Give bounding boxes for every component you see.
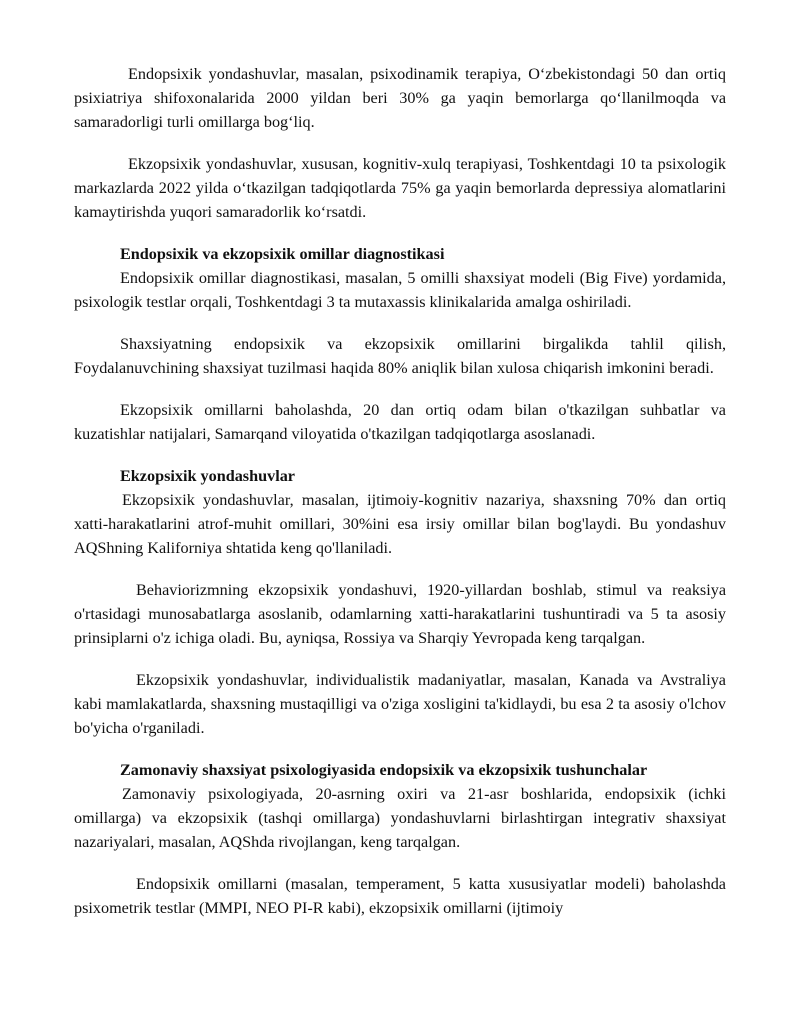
paragraph-text: Ekzopsixik yondashuvlar, masalan, ijtimoiy-kognitiv nazariya, shaxsning 70% dan ortiq xatti-harakatlarini atrof-muhit omillari, 30%ini esa irsiy omillar bilan bog'laydi. Bu yondashuv AQShning Kaliforniya shtatida keng qo'llaniladi.	[74, 491, 726, 557]
paragraph	[74, 488, 726, 560]
paragraph-text: Endopsixik omillar diagnostikasi, masalan, 5 omilli shaxsiyat modeli (Big Five) yordamida, psixologik testlar orqali, Toshkentdagi 3 ta mutaxassis klinikalarida amalga oshiriladi.	[74, 269, 726, 311]
paragraph-text: Endopsixik omillarni (masalan, temperament, 5 katta xususiyatlar modeli) baholashda psixometrik testlar (MMPI, NEO PI-R kabi), ekzopsixik omillarni (ijtimoiy	[74, 875, 726, 917]
paragraph	[74, 872, 726, 920]
paragraph-text: Ekzopsixik yondashuvlar, xususan, kognitiv-xulq terapiyasi, Toshkentdagi 10 ta psixologik markazlarda 2022 yilda o‘tkazilgan tadqiqotlarda 75% ga yaqin bemorlarda depressiya alomatlarini kamaytirishda yuqori samaradorlik ko‘rsatdi.	[74, 155, 726, 221]
paragraph	[74, 578, 726, 650]
paragraph-text: Zamonaviy psixologiyada, 20-asrning oxiri va 21-asr boshlarida, endopsixik (ichki omillarga) va ekzopsixik (tashqi omillarga) yondashuvlarni birlashtirgan integrativ shaxsiyat nazariyalari, masalan, AQShda rivojlangan, keng tarqalgan.	[74, 785, 726, 851]
paragraph-text: Ekzopsixik omillarni baholashda, 20 dan ortiq odam bilan o'tkazilgan suhbatlar va kuzatishlar natijalari, Samarqand viloyatida o'tkazilgan tadqiqotlarga asoslanadi.	[74, 401, 726, 443]
paragraph	[74, 152, 726, 224]
paragraph	[74, 398, 726, 446]
paragraph-text: Behaviorizmning ekzopsixik yondashuvi, 1920-yillardan boshlab, stimul va reaksiya o'rtasidagi munosabatlarga asoslanib, odamlarning xatti-harakatlarini tushuntiradi va 5 ta asosiy prinsiplarni o'z ichiga oladi. Bu, ayniqsa, Rossiya va Sharqiy Yevropada keng tarqalgan.	[74, 581, 726, 647]
paragraph	[74, 62, 726, 134]
paragraph	[74, 332, 726, 380]
section-heading: Ekzopsixik yondashuvlar	[120, 467, 295, 485]
paragraph	[74, 266, 726, 314]
paragraph-text: Shaxsiyatning endopsixik va ekzopsixik omillarini birgalikda tahlil qilish, Foydalanuvchining shaxsiyat tuzilmasi haqida 80% aniqlik bilan xulosa chiqarish imkonini beradi.	[74, 335, 726, 377]
section-heading: Zamonaviy shaxsiyat psixologiyasida endopsixik va ekzopsixik tushunchalar	[120, 761, 648, 779]
paragraph-text: Ekzopsixik yondashuvlar, individualistik madaniyatlar, masalan, Kanada va Avstraliya kabi mamlakatlarda, shaxsning mustaqilligi va o'ziga xosligini ta'kidlaydi, bu esa 2 ta asosiy o'lchov bo'yicha o'rganiladi.	[74, 671, 726, 737]
paragraph	[74, 782, 726, 854]
paragraph	[74, 668, 726, 740]
section-heading: Endopsixik va ekzopsixik omillar diagnostikasi	[120, 245, 445, 263]
paragraph-text: Endopsixik yondashuvlar, masalan, psixodinamik terapiya, O‘zbekistondagi 50 dan ortiq psixiatriya shifoxonalarida 2000 yildan beri 30% ga yaqin bemorlarga qo‘llanilmoqda va samaradorligi turli omillarga bog‘liq.	[74, 65, 726, 131]
